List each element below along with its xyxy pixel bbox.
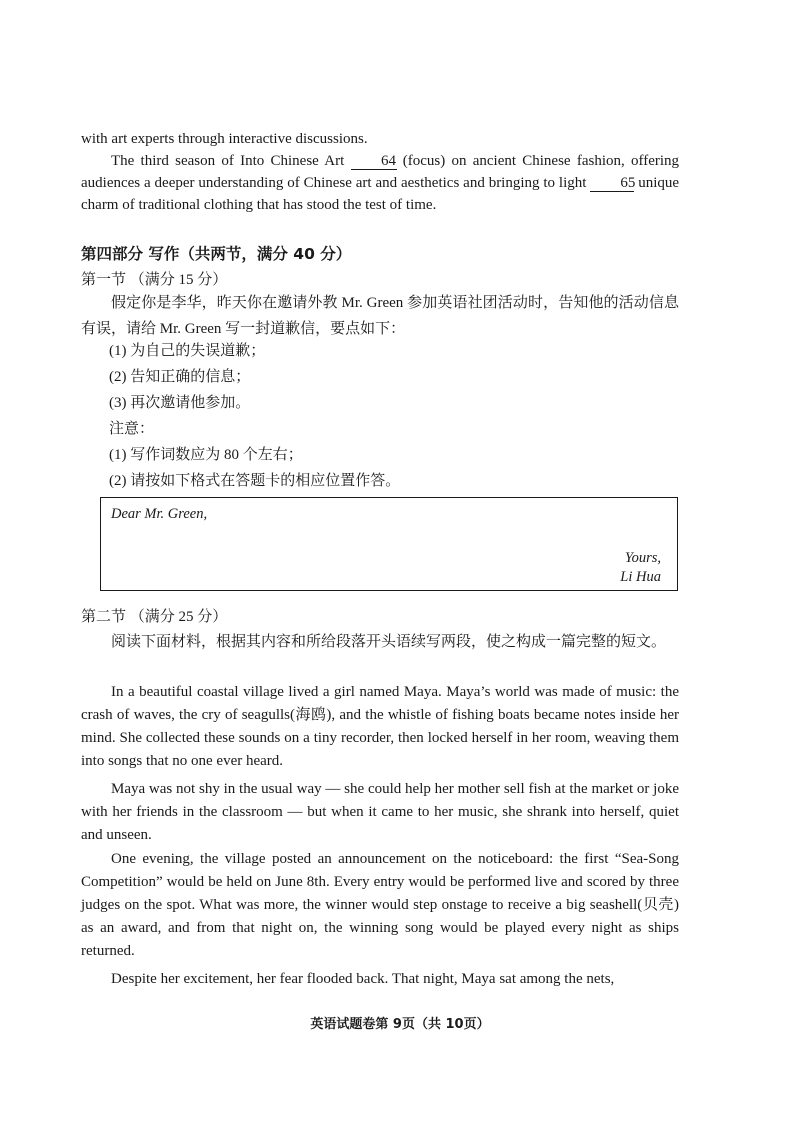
passage-line: with art experts through interactive discussions. xyxy=(81,131,368,147)
section1-points xyxy=(109,338,669,494)
blank-65[interactable]: 65 xyxy=(590,175,634,192)
story-paragraph: Maya was not shy in the usual way — she could help her mother sell fish at the market or joke with her friends in the classroom — but when it came to her music, she shrank into herself, quiet and unseen. xyxy=(81,781,679,843)
story-paragraph: In a beautiful coastal village lived a girl named Maya. Maya’s world was made of music: the crash of waves, the cry of seagulls(海鸥), and the whistle of fishing boats became notes inside her mind. She collected these sounds on a tiny recorder, then locked herself in her room, weaving them into songs that no one ever heard. xyxy=(81,684,679,769)
letter-closing-block xyxy=(620,549,661,587)
blank-64[interactable]: 64 xyxy=(351,153,397,170)
point-item: (1) 为自己的失误道歉； xyxy=(109,343,266,359)
story-paragraph: Despite her excitement, her fear flooded back. That night, Maya sat among the nets, xyxy=(111,971,615,987)
passage-text: The third season of Into Chinese Art xyxy=(111,153,345,169)
note-label: 注意： xyxy=(109,421,155,437)
point-item: (2) 告知正确的信息； xyxy=(109,369,251,385)
letter-signature: Li Hua xyxy=(620,569,661,585)
note-item: (2) 请按如下格式在答题卡的相应位置作答。 xyxy=(109,473,401,489)
story-paragraph: One evening, the village posted an announcement on the noticeboard: the first “Sea-Song Competition” would be held on June 8th. Every entry would be performed live and scored by three judges on the spot. What was more, the winner would step onstage to receive a big seashell(贝壳) as an award, and from that night on, the winning song would be played every night as ships returned. xyxy=(81,851,679,959)
part4-title: 第四部分 写作（共两节，满分 40 分） xyxy=(81,245,352,263)
passage-text: (focus) on ancient Chinese fashion, offering audiences a deeper understanding of Chinese art and aesthetics and bringing to light xyxy=(81,153,680,191)
section2-prompt: 阅读下面材料，根据其内容和所给段落开头语续写两段，使之构成一篇完整的短文。 xyxy=(111,634,667,650)
section2-title: 第二节 （满分 25 分） xyxy=(81,609,228,625)
section1-title: 第一节 （满分 15 分） xyxy=(81,272,228,288)
letter-salutation: Dear Mr. Green, xyxy=(111,506,208,522)
letter-format-box xyxy=(100,497,678,591)
note-item: (1) 写作词数应为 80 个左右； xyxy=(109,447,303,463)
passage-text: unique charm of traditional clothing that has stood the test of time. xyxy=(81,175,680,213)
page-footer: 英语试题卷第 9页（共 10页） xyxy=(310,1017,490,1032)
passage-paragraph-blanks xyxy=(81,150,679,216)
letter-closing: Yours, xyxy=(624,550,661,566)
point-item: (3) 再次邀请他参加。 xyxy=(109,395,251,411)
section1-prompt: 假定你是李华，昨天你在邀请外教 Mr. Green 参加英语社团活动时，告知他的活动信息有误，请给 Mr. Green 写一封道歉信，要点如下： xyxy=(81,295,679,337)
